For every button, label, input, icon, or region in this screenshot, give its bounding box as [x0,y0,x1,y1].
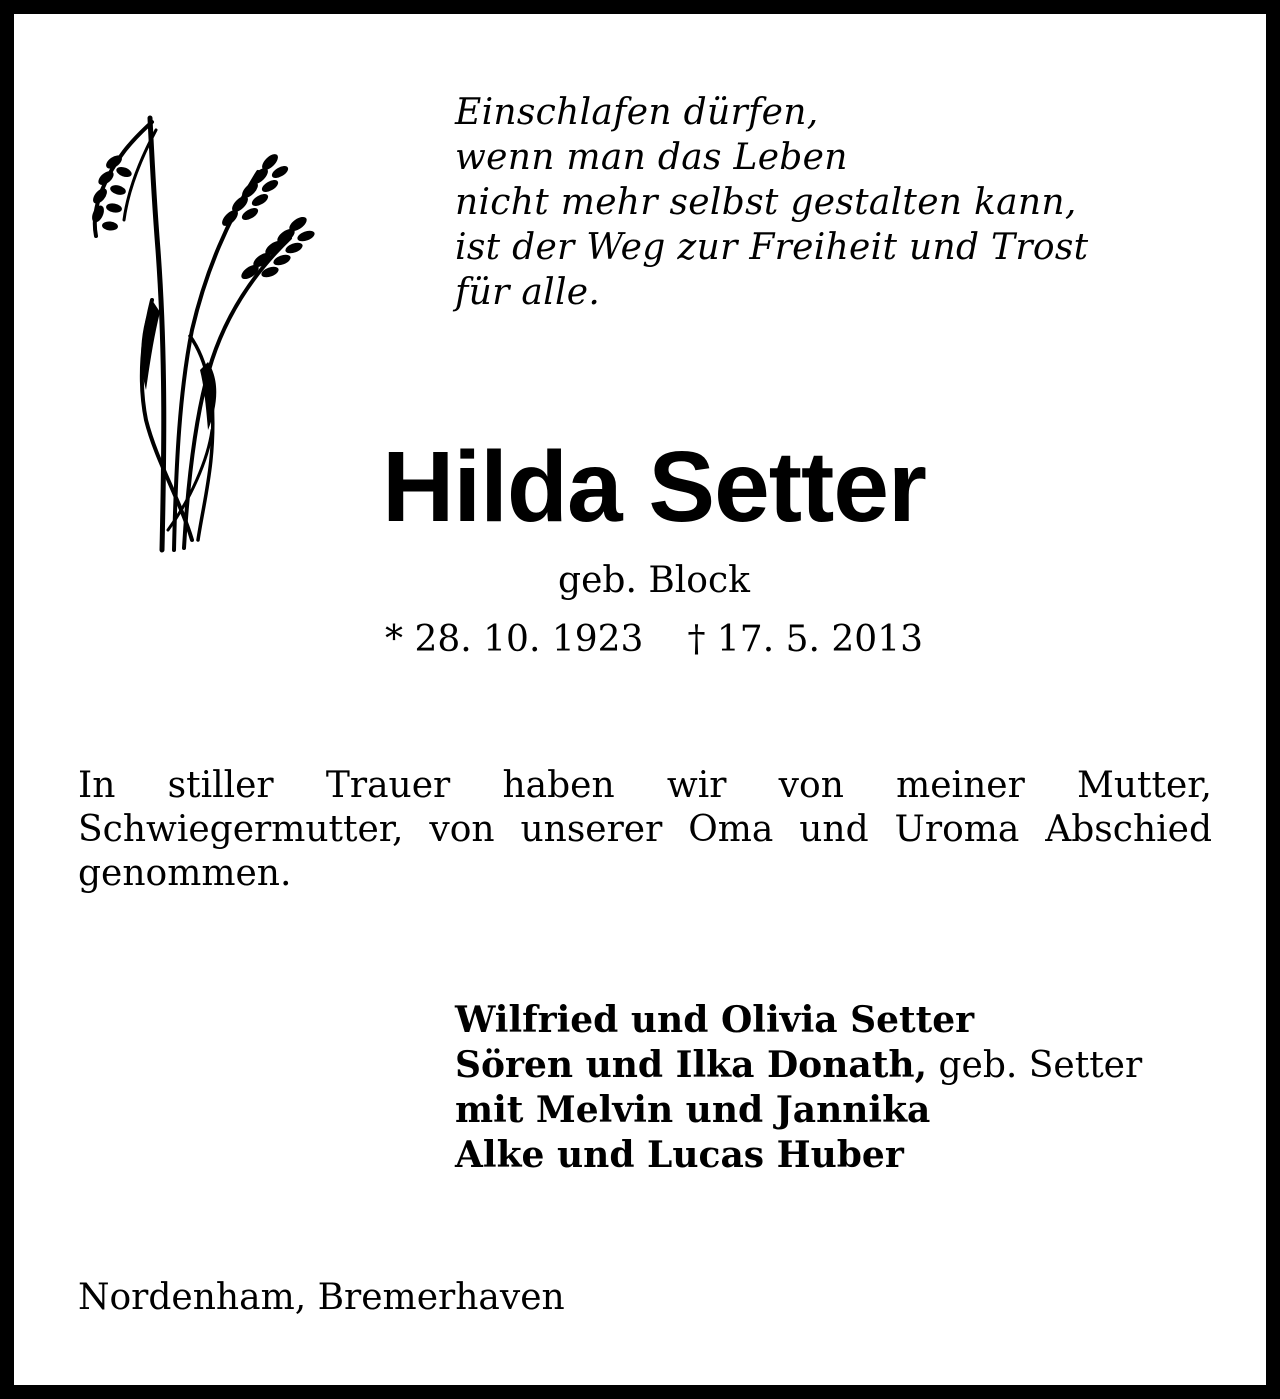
quote-line: wenn man das Leben [455,137,848,178]
family-names: mit Melvin und Jannika [455,1089,931,1131]
life-dates [14,617,1280,663]
family-names: Wilfried und Olivia Setter [455,999,975,1041]
quote-line: nicht mehr selbst gestalten kann, [455,182,1077,223]
family-line [455,1133,1235,1178]
family-line [455,1043,1235,1088]
place-names: Nordenham, Bremerhaven [78,1277,565,1318]
family-names: Sören und Ilka Donath, [455,1044,928,1086]
family-line [455,998,1235,1043]
mourning-message: In stiller Trauer haben wir von meiner Mutter, Schwiegermutter, von unserer Oma und Uroma Abschied genommen. [78,765,1212,894]
memorial-quote [455,90,1235,315]
birth-date: * 28. 10. 1923 [385,619,644,660]
family-signatures [455,998,1235,1178]
family-names: Alke und Lucas Huber [455,1134,904,1176]
quote-line: Einschlafen dürfen, [455,92,819,133]
maiden-name: geb. Block [558,560,750,601]
death-date: † 17. 5. 2013 [687,619,923,660]
quote-line: ist der Weg zur Freiheit und Trost [455,227,1089,268]
family-line [455,1088,1235,1133]
quote-line: für alle. [455,272,601,313]
deceased-name: Hilda Setter [382,431,926,543]
family-suffix: geb. Setter [927,1045,1143,1086]
